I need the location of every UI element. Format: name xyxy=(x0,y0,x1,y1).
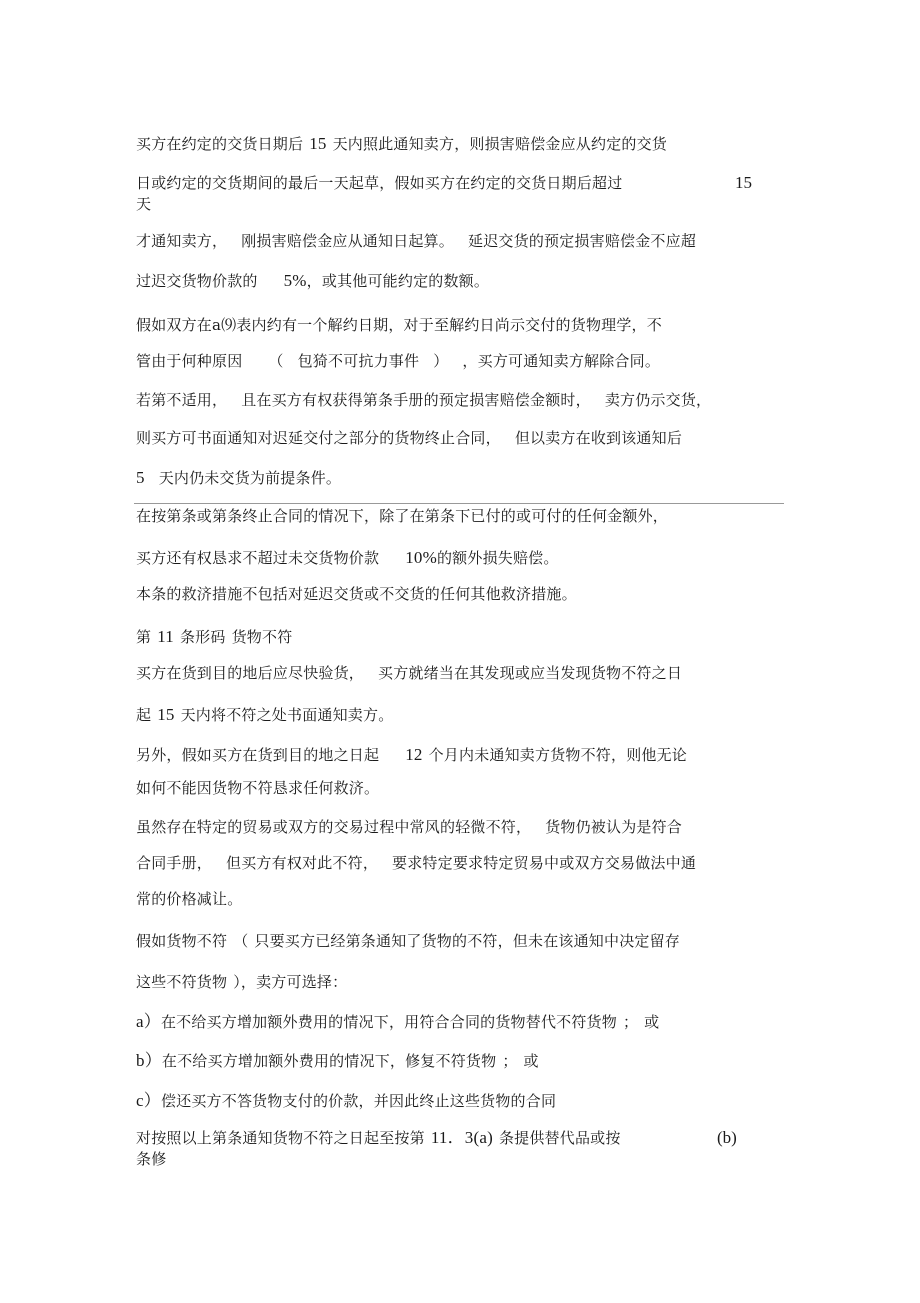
paragraph-line: 买方在货到目的地后应尽快验货， 买方就绪当在其发现或应当发现货物不符之日 xyxy=(136,664,683,682)
paragraph-line: 虽然存在特定的贸易或双方的交易过程中常风的轻微不符， 货物仍被认为是符合 xyxy=(136,818,683,836)
paragraph-line: 另外，假如买方在货到目的地之日起 12 个月内未通知卖方货物不符，则他无论 xyxy=(136,745,688,764)
paragraph-number: 15 xyxy=(735,173,752,192)
paragraph-line: 起 15 天内将不符之处书面通知卖方。 xyxy=(136,705,394,724)
list-item: c）偿还买方不答货物支付的价款，并因此终止这些货物的合同 xyxy=(136,1091,557,1110)
paragraph-line: 如何不能因货物不符恳求任何救济。 xyxy=(136,779,380,797)
paragraph-line: 管由于何种原因 （ 包猗不可抗力事件 ） ，买方可通知卖方解除合同。 xyxy=(136,352,661,370)
section-heading: 第 11 条形码 货物不符 xyxy=(136,627,293,646)
paragraph-number: (b) xyxy=(717,1128,737,1147)
paragraph-line: 买方在约定的交货日期后 15 天内照此通知卖方，则损害赔偿金应从约定的交货 xyxy=(136,134,668,153)
paragraph-line: 假如双方在a⑼表内约有一个解约日期，对于至解约日尚示交付的货物理学，不 xyxy=(136,316,662,334)
paragraph-line: 合同手册， 但买方有权对此不符， 要求特定要求特定贸易中或双方交易做法中通 xyxy=(136,854,697,872)
paragraph-line: 日或约定的交货期间的最后一天起草，假如买方在约定的交货日期后超过 xyxy=(136,174,623,192)
paragraph-line: 则买方可书面通知对迟延交付之部分的货物终止合同， 但以卖方在收到该通知后 xyxy=(136,429,683,447)
paragraph-line: 这些不符货物 ），卖方可选择： xyxy=(136,973,348,991)
paragraph-line: 若第不适用， 且在买方有权获得第条手册的预定损害赔偿金额时， 卖方仍示交货， xyxy=(136,391,712,409)
paragraph-line: 才通知卖方， 刚损害赔偿金应从通知日起算。 延迟交货的预定损害赔偿金不应超 xyxy=(136,232,697,250)
paragraph-line: 5 天内仍未交货为前提条件。 xyxy=(136,468,342,487)
paragraph-line: 条修 xyxy=(136,1150,167,1168)
paragraph-line: 假如货物不符 （ 只要买方已经第条通知了货物的不符，但未在该通知中决定留存 xyxy=(136,932,681,950)
paragraph-line: 常的价格减让。 xyxy=(136,890,243,908)
paragraph-line: 买方还有权恳求不超过未交货物价款 10%的额外损失赔偿。 xyxy=(136,548,559,567)
paragraph-line: 天 xyxy=(136,195,152,213)
paragraph-line: 对按照以上第条通知货物不符之日起至按第 11．3(a) 条提供替代品或按 xyxy=(136,1128,621,1147)
paragraph-line: 在按第条或第条终止合同的情况下，除了在第条下已付的或可付的任何金额外， xyxy=(136,507,669,525)
paragraph-line: 过迟交货物价款的 5%，或其他可能约定的数额。 xyxy=(136,271,490,290)
horizontal-divider xyxy=(134,503,784,504)
list-item: b）在不给买方增加额外费用的情况下，修复不符货物 ； 或 xyxy=(136,1051,539,1070)
paragraph-line: 本条的救济措施不包括对延迟交货或不交货的任何其他救济措施。 xyxy=(136,585,577,603)
list-item: a）在不给买方增加额外费用的情况下，用符合合同的货物替代不符货物 ； 或 xyxy=(136,1012,660,1031)
